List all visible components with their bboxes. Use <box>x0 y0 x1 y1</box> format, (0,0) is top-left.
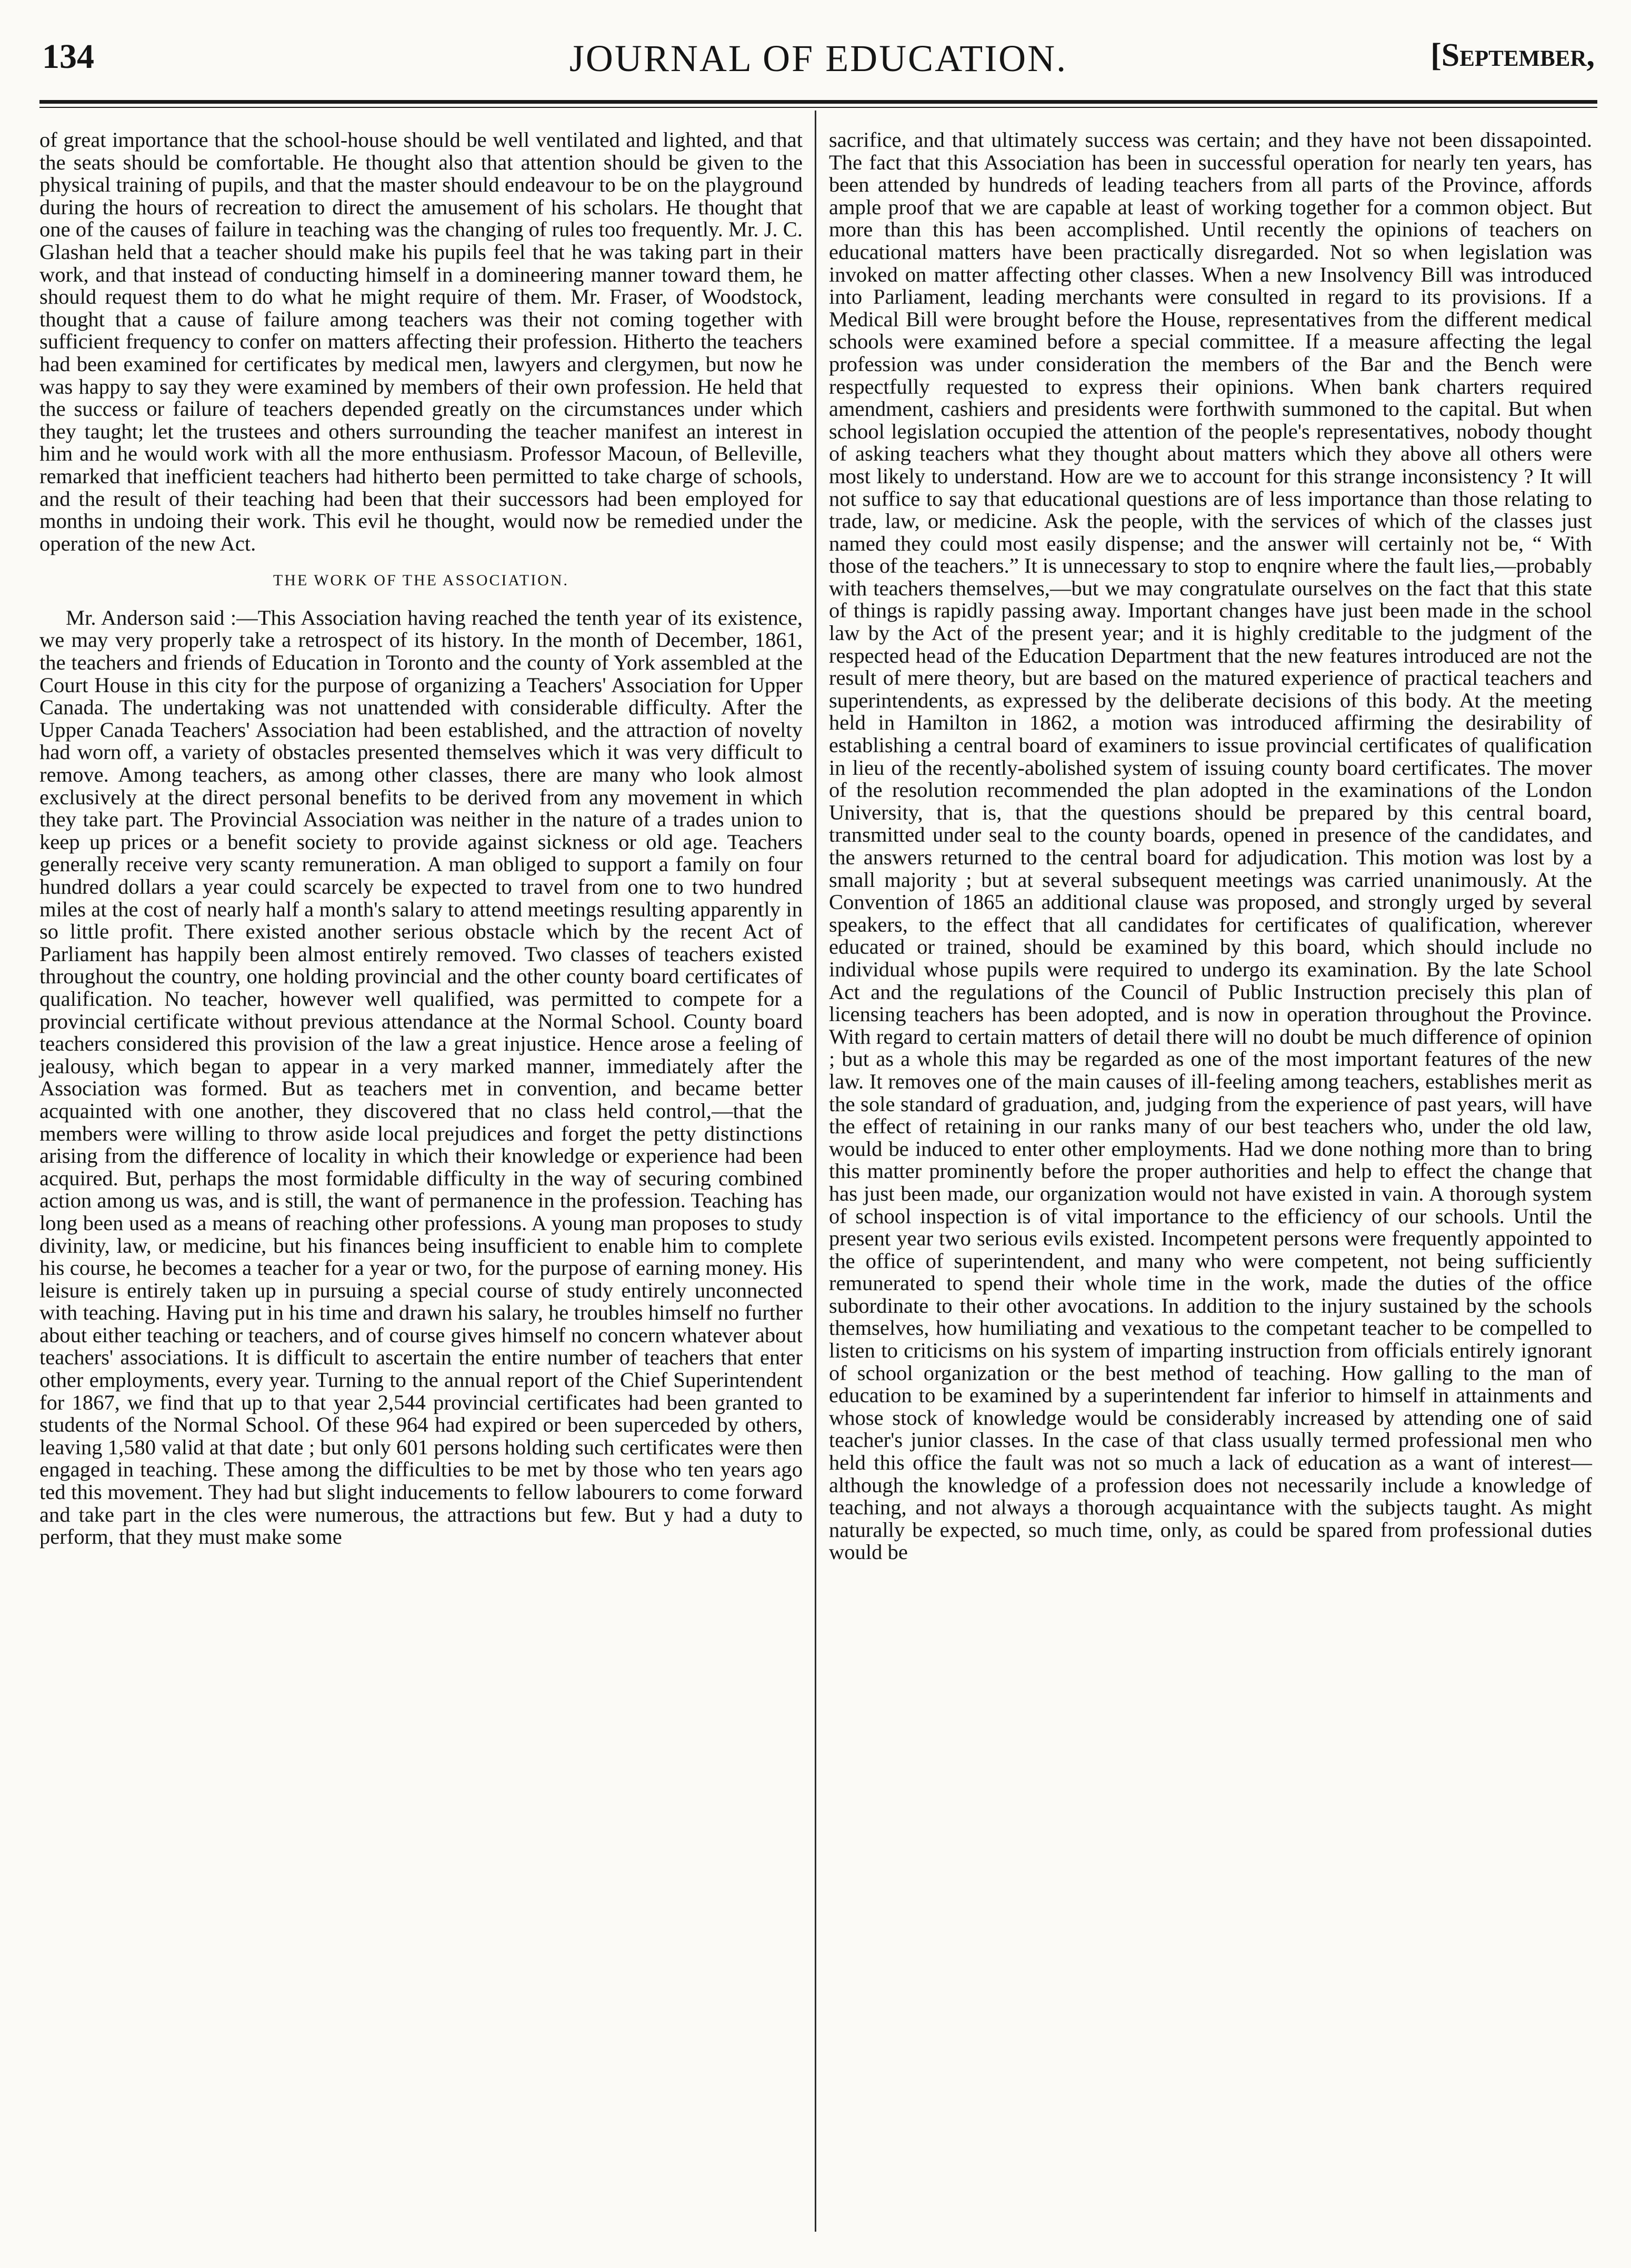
journal-title: JOURNAL OF EDUCATION. <box>569 37 1068 79</box>
section-heading: THE WORK OF THE ASSOCIATION. <box>273 572 569 590</box>
header-rule-thin <box>39 107 1597 108</box>
body-paragraph: Mr. Anderson said :—This Association having reached the tenth year of its existence, we may very properly take a retrospect of its history. In the month of December, 1861, the teachers and friends of Education in Toronto and the county of York assembled at the Court House in this city for the purpose of organizing a Teachers' Association for Upper Canada. The undertaking was not unattended with considerable difficulty. After the Upper Canada Teachers' Association had been established, and the attraction of novelty had worn off, a variety of obstacles presented themselves which it was very difficult to remove. Among teachers, as among other classes, there are many who look almost exclusively at the direct personal benefits to be derived from any movement in which they take part. The Provincial Association was neither in the nature of a trades union to keep up prices or a benefit society to provide against sickness or old age. Teachers generally receive very scanty remuneration. A man obliged to support a family on four hundred dollars a year could scarcely be expected to travel from one to two hundred miles at the cost of nearly half a month's salary to attend meetings resulting apparently in so little profit. There existed another serious obstacle which by the recent Act of Parliament has happily been almost entirely removed. Two classes of teachers existed throughout the country, one holding provincial and the other county board certificates of qualification. No teacher, however well qualified, was permitted to compete for a provincial certificate without previous attendance at the Normal School. County board teachers considered this provision of the law a great injustice. Hence arose a feeling of jealousy, which began to appear in a very marked manner, immediately after the Association was formed. But as teachers met in convention, and became better acquainted with one another, they discovered that no class held control,—that the members were willing to throw aside local prejudices and forget the petty distinctions arising from the difference of locality in which their knowledge or experience had been acquired. But, perhaps the most formidable difficulty in the way of securing combined action among us was, and is still, the want of permanence in the profession. Teaching has long been used as a means of reaching other professions. A young man proposes to study divinity, law, or medicine, but his finances being insufficient to enable him to complete his course, he becomes a teacher for a year or two, for the purpose of earning money. His leisure is entirely taken up in pursuing a special course of study entirely unconnected with teaching. Having put in his time and drawn his salary, he troubles himself no further about either teaching or teachers, and of course gives himself no concern whatever about teachers' associations. It is difficult to ascertain the entire number of teachers that enter other employments, every year. Turning to the annual report of the Chief Superintendent for 1867, we find that up to that year 2,544 provincial certificates had been granted to students of the Normal School. Of these 964 had expired or been superceded by others, leaving 1,580 valid at that date ; but only 601 persons holding such certificates were then engaged in teaching. These among the difficulties to be met by those who ten years ago ted this movement. They had but slight inducements to fellow labourers to come forward and take part in the cles were numerous, the attractions but few. But y had a duty to perform, that they must make some <box>39 605 803 1549</box>
header-rule-thick <box>39 100 1597 104</box>
issue-month: [September, <box>1430 37 1595 73</box>
left-column <box>39 129 803 1548</box>
page-number: 134 <box>42 37 94 76</box>
body-paragraph: of great importance that the school-house should be well ventilated and lighted, and that the seats should be comfortable. He thought also that attention should be given to the physical training of pupils, and that the master should endeavour to be on the playground during the hours of recreation to direct the amusement of his scholars. He thought that one of the causes of failure in teaching was the changing of rules too frequently. Mr. J. C. Glashan held that a teacher should make his pupils feel that he was taking part in their work, and that instead of conducting himself in a domineering manner toward them, he should request them to do what he might require of them. Mr. Fraser, of Woodstock, thought that a cause of failure among teachers was their not coming together with sufficient frequency to confer on matters affecting their profession. Hitherto the teachers had been examined for certificates by medical men, lawyers and clergymen, but now he was happy to say they were examined by members of their own profession. He held that the success or failure of teachers depended greatly on the circumstances under which they taught; let the trustees and others surrounding the teacher manifest an interest in him and he would work with all the more enthusiasm. Professor Macoun, of Belleville, remarked that inefficient teachers had hitherto been permitted to take charge of schools, and the result of their teaching had been that their successors had been employed for months in undoing their work. This evil he thought, would now be remedied under the operation of the new Act. <box>39 128 803 555</box>
column-divider <box>815 111 816 2232</box>
right-column <box>829 129 1592 1564</box>
body-paragraph: sacrifice, and that ultimately success was certain; and they have not been dissapointed. The fact that this Association has been in successful operation for nearly ten years, has been attended by hundreds of leading teachers from all parts of the Province, affords ample proof that we are capable at least of working together for a common object. But more than this has been accomplished. Until recently the opinions of teachers on educational matters have been practically disregarded. Not so when legislation was invoked on matter affecting other classes. When a new Insolvency Bill was introduced into Parliament, leading merchants were consulted in regard to its provisions. If a Medical Bill were brought before the House, representatives from the different medical schools were examined before a special committee. If a measure affecting the legal profession was under consideration the members of the Bar and the Bench were respectfully requested to express their opinions. When bank charters required amendment, cashiers and presidents were forthwith summoned to the capital. But when school legislation occupied the attention of the people's representatives, nobody thought of asking teachers what they thought about matters which they above all others were most likely to understand. How are we to account for this strange inconsistency ? It will not suffice to say that educational questions are of less importance than those relating to trade, law, or medicine. Ask the people, with the services of which of the classes just named they could most easily dispense; and the answer will certainly not be, “ With those of the teachers.” It is unnecessary to stop to enqnire where the fault lies,—probably with teachers themselves,—but we may congratulate ourselves on the fact that this state of things is rapidly passing away. Important changes have just been made in the school law by the Act of the present year; and it is highly creditable to the judgment of the respected head of the Education Department that the new features introduced are not the result of mere theory, but are based on the matured experience of practical teachers and superintendents, as expressed by the deliberate decisions of this body. At the meeting held in Hamilton in 1862, a motion was introduced affirming the desirability of establishing a central board of examiners to issue provincial certificates of qualification in lieu of the recently-abolished system of issuing county board certificates. The mover of the resolution recommended the plan adopted in the examinations of the London University, that is, that the questions should be prepared by this central board, transmitted under seal to the county boards, opened in presence of the candidates, and the answers returned to the central board for adjudication. This motion was lost by a small majority ; but at several subsequent meetings was carried unanimously. At the Convention of 1865 an additional clause was proposed, and strongly urged by several speakers, to the effect that all candidates for certificates of qualification, wherever educated or trained, should be examined by this board, which should include no individual whose pupils were required to undergo its examination. By the late School Act and the regulations of the Council of Public Instruction precisely this plan of licensing teachers has been adopted, and is now in operation throughout the Province. With regard to certain matters of detail there will no doubt be much difference of opinion ; but as a whole this may be regarded as one of the most important features of the new law. It removes one of the main causes of ill-feeling among teachers, establishes merit as the sole standard of graduation, and, judging from the experience of past years, will have the effect of retaining in our ranks many of our best teachers who, under the old law, would be induced to enter other employments. Had we done nothing more than to bring this matter prominently before the proper authorities and help to effect the change that has just been made, our organization would not have existed in vain. A thorough system of school inspection is of vital importance to the efficiency of our schools. Until the present year two serious evils existed. Incompetent persons were frequently appointed to the office of superintendent, and many who were competent, not being sufficiently remunerated to spend their whole time in the work, made the duties of the office subordinate to their other avocations. In addition to the injury sustained by the schools themselves, how humiliating and vexatious to the competant teacher to be compelled to listen to criticisms on his system of imparting instruction from officials entirely ignorant of school organization or the best method of teaching. How galling to the man of education to be examined by a superintendent far inferior to himself in attainments and whose stock of knowledge would be considerably increased by attending one of said teacher's junior classes. In the case of that class usually termed professional men who held this office the fault was not so much a lack of education as a want of interest—although the knowledge of a profession does not necessarily include a knowledge of teaching, and not always a thorough acquaintance with the subjects taught. As might naturally be expected, so much time, only, as could be spared from professional duties would be <box>829 128 1592 1564</box>
page-header <box>42 37 1595 84</box>
